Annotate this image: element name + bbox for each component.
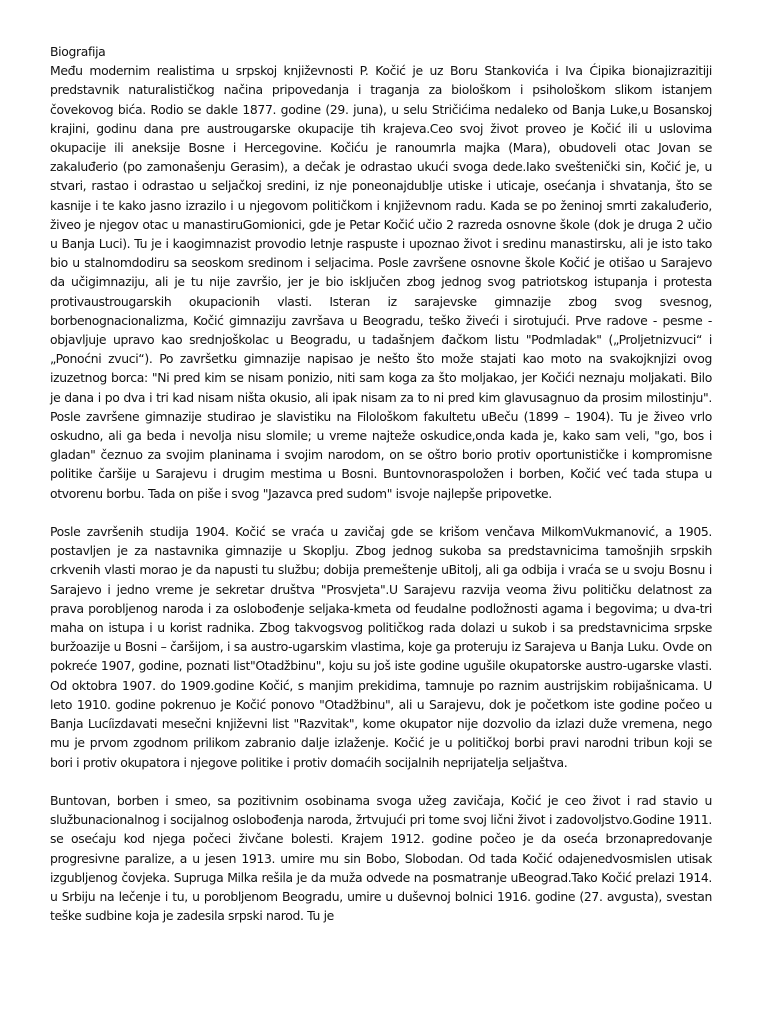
document-title: Biografija xyxy=(50,44,106,59)
document-page xyxy=(50,42,712,925)
paragraph-political-work: Posle završenih studija 1904. Kočić se vraća u zavičaj gde se krišom venčava MilkomVukmanović, a 1905. postavljen je za nastavnika gimnazije u Skoplju. Zbog jednog sukoba sa predstavnicima tamošnjih srpskih crkvenih vlasti morao je da napusti tu službu; dobija premeštenje uBitolj, ali ga odbija i vraća se u svoju Bosnu i Sarajevo i jedno vreme je sekretar društva "Prosvjeta".U Sarajevu razvija veoma živu političku delatnost za prava porobljenog naroda i za oslobođenje seljaka-kmeta od feudalne podložnosti agama i begovima; u dva-tri maha on istupa i u korist radnika. Zbog takvogsvog političkog rada dolazi u sukob i sa predstavnicima srpske buržoazije u Bosni – čaršijom, i sa austro-ugarskim vlastima, koje ga proteruju iz Sarajeva u Banja Luku. Ovde on pokreće 1907, godine, poznati list"Otadžbinu", koju su još iste godine ugušile okupatorske austro-ugarske vlasti. Od oktobra 1907. do 1909.godine Kočić, s manjim prekidima, tamnuje po raznim austrijskim robijašnicama. U leto 1910. godine pokrenuo je Kočić ponovo "Otadžbinu", ali u Sarajevu, dok je početkom iste godine počeo u Banja Lucíizdavati mesečni književni list "Razvitak", kome okupator nije dozvolio da izlazi duže vremena, nego mu je prvom zgodnom prilikom zabranio dalje izlaženje. Kočić je u političkoj borbi pravi narodni tribun koji se bori i protiv okupatora i njegove politike i protiv domaćih socijalnih neprijatelja seljaštva. xyxy=(50,524,712,770)
paragraph-early-life: Među modernim realistima u srpskoj književnosti P. Kočić je uz Boru Stankovića i Iva Ćipika bionajizrazitiji predstavnik naturalističkog načina pripovedanja i traganja za biološkom i psihološkom slikom istanjem čovekovog bića. Rodio se dakle 1877. godine (29. juna), u selu Stričićima nedaleko od Banja Luke,u Bosanskoj krajini, godinu dana pre austrougarske okupacije tih krajeva.Ceo svoj život proveo je Kočić ili u uslovima okupacije ili aneksije Bosne i Hercegovine. Kočiću je ranoumrla majka (Mara), obudoveli otac Jovan se zakaluđerio (po zamonašenju Gerasim), a dečak je odrastao ukući svoga dede.Iako sveštenički sin, Kočić je, u stvari, rastao i odrastao u seljačkoj sredini, iz nje poneonajdublje utiske i uticaje, osećanja i shvatanja, što se kasnije i te kako jasno izrazilo i u njegovom političkom i književnom radu. Kada se po ženinoj smrti zakaluđerio, živeo je njegov otac u manastiruGomionici, gde je Petar Kočić učio 2 razreda osnovne škole (dok je druga 2 učio u Banja Luci). Tu je i kaogimnazist provodio letnje raspuste i upoznao život i sredinu manastirsku, ali je isto tako bio u stalnomdodiru sa seoskom sredinom i seljacima. Posle završene osnovne škole Kočić je otišao u Sarajevo da učigimnaziju, ali je tu nije završio, jer je bio isključen zbog jednog svog patriotskog istupanja i protesta protivaustrougarskih okupacionih vlasti. Isteran iz sarajevske gimnazije zbog svog svesnog, borbenognacionalizma, Kočić gimnaziju završava u Beogradu, teško živeći i sirotujući. Prve radove - pesme -objavljuje upravo kao srednjoškolac u Beogradu, u tadašnjem đačkom listu "Podmladak" („Proljetnizvuci“ i „Ponoćni zvuci“). Po završetku gimnazije napisao je nešto što može stajati kao moto na svakojknjizi ovog izuzetnog borca: "Ni pred kim se nisam ponizio, niti sam koga za što moljakao, jer Kočići neznaju moljakati. Bilo je dana i po dva i tri kad nisam ništa okusio, ali ipak nisam za to ni pred kim glavusagnuo da prosim milostinju". Posle završene gimnazije studirao je slavistiku na Filološkom fakultetu uBeču (1899 – 1904). Tu je živeo vrlo oskudno, ali ga beda i nevolja nisu slomile; u vreme najteže oskudice,onda kada je, kako sam veli, "go, bos i gladan" čeznuo za svojim planinama i svojim narodom, on se oštro borio protiv oportunističke i kompromisne politike čaršije u Sarajevu i drugim mestima u Bosni. Buntovnoraspoložen i borben, Kočić već tada stupa u otvorenu borbu. Tada on piše i svog "Jazavca pred sudom" isvoje najlepše pripovetke. xyxy=(50,63,712,501)
paragraph-final-years: Buntovan, borben i smeo, sa pozitivnim osobinama svoga užeg zavičaja, Kočić je ceo život i rad stavio u službunacionalnog i socijalnog oslobođenja naroda, žrtvujući pri tome svoj lični život i zadovoljstvo.Godine 1911. se osećaju kod njega počeci živčane bolesti. Krajem 1912. godine počeo je da oseća brzonapredovanje progresivne paralize, a u jesen 1913. umire mu sin Bobo, Slobodan. Od tada Kočić odajenedvosmislen utisak izgubljenog čovjeka. Supruga Milka rešila je da muža odvede na posmatranje uBeograd.Tako Kočić prelazi 1914. u Srbiju na lečenje i tu, u porobljenom Beogradu, umire u duševnoj bolnici 1916. godine (27. avgusta), svestan teške sudbine koja je zadesila srpski narod. Tu je xyxy=(50,792,712,924)
